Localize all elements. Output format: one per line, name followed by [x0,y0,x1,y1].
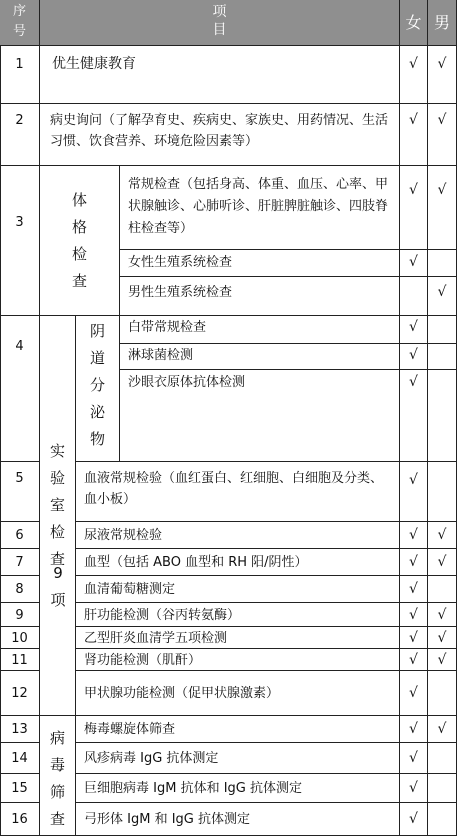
item-text: 肝功能检测（谷丙转氨酶） [76,603,400,627]
female-check: √ [400,576,428,603]
item-text: 淋球菌检测 [120,344,400,370]
item-text: 弓形体 IgM 和 IgG 抗体测定 [76,803,400,836]
item-text: 沙眼衣原体抗体检测 [120,370,400,462]
male-check [428,803,457,836]
row-number: 13 [0,716,40,743]
row-number: 7 [0,549,40,576]
row-number: 14 [0,743,40,774]
male-check [428,250,457,277]
item-text: 优生健康教育 [40,46,400,104]
group-physical-exam: 体格检查 [40,166,120,316]
female-check: √ [400,603,428,627]
female-check: √ [400,166,428,250]
female-check: √ [400,316,428,344]
row-number: 11 [0,649,40,671]
female-check: √ [400,462,428,522]
item-text: 男性生殖系统检查 [120,277,400,316]
item-text: 白带常规检查 [120,316,400,344]
male-check: √ [428,549,457,576]
row-number: 5 [0,462,40,522]
item-text: 血清葡萄糖测定 [76,576,400,603]
row-number: 6 [0,522,40,549]
row-number: 3 [0,166,40,316]
item-text: 常规检查（包括身高、体重、血压、心率、甲状腺触诊、心肺听诊、肝脏脾脏触诊、四肢脊柱检查等） [120,166,400,250]
row-number: 9 [0,603,40,627]
row-number: 1 [0,46,40,104]
female-check: √ [400,671,428,716]
row-number: 15 [0,774,40,803]
male-check: √ [428,627,457,649]
male-check: √ [428,46,457,104]
item-text: 甲状腺功能检测（促甲状腺激素） [76,671,400,716]
item-text: 梅毒螺旋体筛查 [76,716,400,743]
female-check: √ [400,743,428,774]
male-check: √ [428,104,457,166]
item-text: 风疹病毒 IgG 抗体测定 [76,743,400,774]
female-check: √ [400,716,428,743]
male-check [428,576,457,603]
item-text: 巨细胞病毒 IgM 抗体和 IgG 抗体测定 [76,774,400,803]
group-vaginal-secretion: 阴道分泌物 [76,316,120,462]
item-text: 女性生殖系统检查 [120,250,400,277]
male-check [428,462,457,522]
male-check: √ [428,277,457,316]
female-check: √ [400,549,428,576]
item-text: 乙型肝炎血清学五项检测 [76,627,400,649]
female-check: √ [400,774,428,803]
female-check: √ [400,649,428,671]
male-check [428,344,457,370]
row-number: 16 [0,803,40,836]
male-check: √ [428,649,457,671]
group-virus-screening: 病毒筛查 [40,716,76,836]
female-check: √ [400,250,428,277]
lab-count-label: 9项 [50,564,66,609]
female-check: √ [400,370,428,462]
female-check [400,277,428,316]
female-check: √ [400,46,428,104]
header-male: 男 [428,0,457,46]
row-number: 8 [0,576,40,603]
header-item: 项目 [40,0,400,46]
male-check: √ [428,166,457,250]
male-check: √ [428,716,457,743]
female-check: √ [400,104,428,166]
male-check [428,671,457,716]
male-check [428,774,457,803]
male-check [428,370,457,462]
male-check [428,316,457,344]
item-text: 肾功能检测（肌酐） [76,649,400,671]
item-text: 尿液常规检验 [76,522,400,549]
male-check: √ [428,522,457,549]
row-number: 2 [0,104,40,166]
item-text: 血液常规检验（血红蛋白、红细胞、白细胞及分类、血小板） [76,462,400,522]
female-check: √ [400,344,428,370]
male-check: √ [428,603,457,627]
header-female: 女 [400,0,428,46]
item-text: 血型（包括 ABO 血型和 RH 阳/阴性） [76,549,400,576]
group-lab-exam: 实验室检查 [40,316,76,716]
item-text: 病史询问（了解孕育史、疾病史、家族史、用药情况、生活习惯、饮食营养、环境危险因素等） [40,104,400,166]
female-check: √ [400,522,428,549]
row-number: 4 [0,316,40,462]
row-number: 10 [0,627,40,649]
female-check: √ [400,627,428,649]
male-check [428,743,457,774]
row-number: 12 [0,671,40,716]
header-seq: 序号 [0,0,40,46]
female-check: √ [400,803,428,836]
